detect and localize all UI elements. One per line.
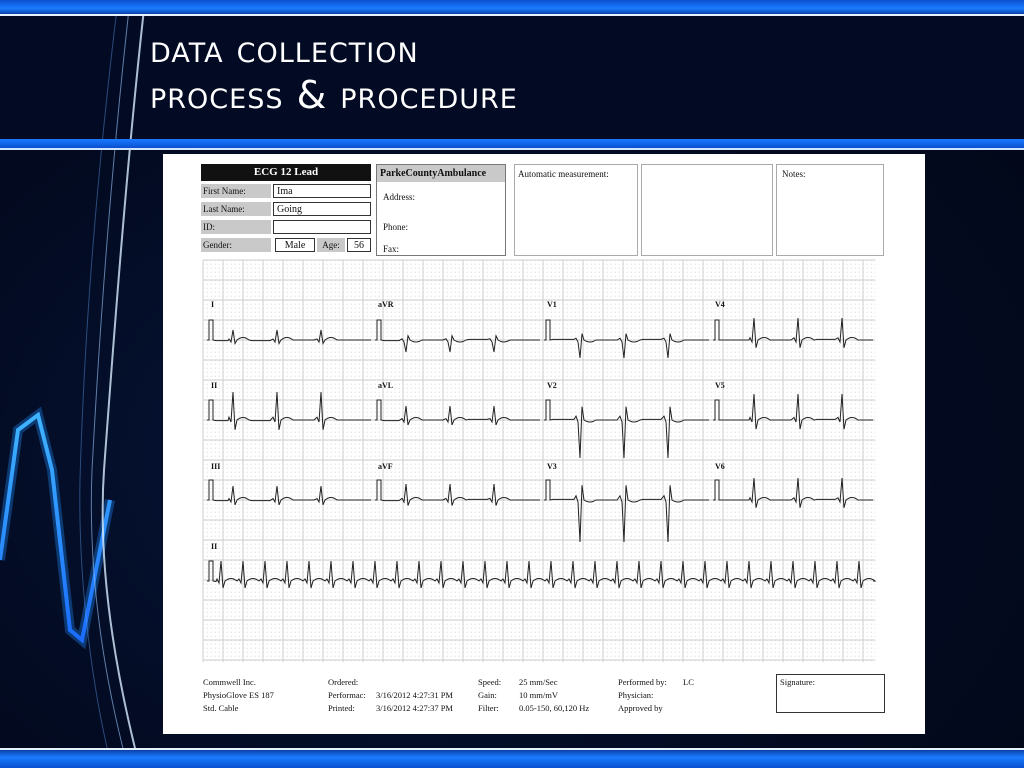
lead-label-V4: V4 [715, 300, 725, 309]
ecg-title: ECG 12 Lead [201, 164, 371, 181]
printed-value: 3/16/2012 4:27:37 PM [376, 703, 453, 713]
gain-label: Gain: [478, 690, 497, 700]
bottom-stripe [0, 750, 1024, 768]
organization-block [376, 164, 506, 256]
signature-label: Signature: [780, 677, 815, 687]
approved-by-label: Approved by [618, 703, 663, 713]
fax-label: Fax: [383, 244, 400, 254]
age-label: Age: [317, 238, 345, 252]
organization-name: ParkeCountyAmbulance [377, 165, 505, 182]
ecg-rhythm-strip [207, 561, 875, 588]
lead-label-V6: V6 [715, 462, 725, 471]
gain-value: 10 mm/mV [519, 690, 558, 700]
lead-label-V1: V1 [547, 300, 557, 309]
slide-title-line-2: process & procedure [150, 73, 518, 117]
gender-field: Male [275, 238, 315, 252]
performance-label: Performac: [328, 690, 366, 700]
middle-stripe-line [0, 148, 1024, 150]
phone-label: Phone: [383, 222, 409, 232]
age-field: 56 [347, 238, 371, 252]
last-name-field: Going [273, 202, 371, 216]
lead-label-I: I [211, 300, 215, 309]
physician-label: Physician: [618, 690, 654, 700]
ecg-trace-aVL [375, 400, 540, 425]
address-label: Address: [383, 192, 415, 202]
top-stripe [0, 0, 1024, 14]
ordered-label: Ordered: [328, 677, 359, 687]
lead-label-V2: V2 [547, 381, 557, 390]
ecg-trace-V5 [713, 394, 873, 429]
id-field [273, 220, 371, 234]
performed-by-value: LC [683, 677, 694, 687]
slide-title-line-1: data collection [150, 27, 419, 71]
automatic-measurement-label: Automatic measurement: [518, 169, 609, 179]
filter-label: Filter: [478, 703, 499, 713]
measurement-values-box [641, 164, 773, 256]
ecg-report [163, 154, 925, 734]
device-name: PhysioGlove ES 187 [203, 690, 274, 700]
ecg-grid [203, 260, 875, 662]
speed-value: 25 mm/Sec [519, 677, 558, 687]
patient-info-block [201, 164, 371, 256]
slide-title [150, 26, 518, 118]
top-stripe-line [0, 14, 1024, 16]
gender-label: Gender: [201, 238, 271, 252]
lead-label-V3: V3 [547, 462, 557, 471]
rhythm-lead-label: II [211, 542, 218, 551]
ecg-trace-V6 [713, 478, 873, 508]
lead-label-V5: V5 [715, 381, 725, 390]
first-name-label: First Name: [201, 184, 271, 198]
lead-label-III: III [211, 462, 221, 471]
lead-label-II: II [211, 381, 218, 390]
printed-label: Printed: [328, 703, 355, 713]
ecg-trace-V3 [544, 480, 709, 542]
ecg-trace-V1 [544, 320, 709, 358]
company-name: Commwell Inc. [203, 677, 256, 687]
performance-value: 3/16/2012 4:27:31 PM [376, 690, 453, 700]
notes-box [776, 164, 884, 256]
speed-label: Speed: [478, 677, 502, 687]
ecg-trace-V4 [713, 318, 873, 348]
automatic-measurement-box [514, 164, 638, 256]
id-label: ID: [201, 220, 271, 234]
performed-by-label: Performed by: [618, 677, 667, 687]
signature-box [776, 674, 885, 713]
lead-label-aVF: aVF [378, 462, 393, 471]
last-name-label: Last Name: [201, 202, 271, 216]
lead-label-aVR: aVR [378, 300, 394, 309]
middle-stripe [0, 139, 1024, 148]
ecg-trace-III [207, 480, 371, 505]
notes-label: Notes: [782, 169, 806, 179]
first-name-field: Ima [273, 184, 371, 198]
lead-label-aVL: aVL [378, 381, 394, 390]
cable-type: Std. Cable [203, 703, 239, 713]
ecg-trace-V2 [544, 400, 709, 458]
filter-value: 0.05-150, 60,120 Hz [519, 703, 590, 713]
